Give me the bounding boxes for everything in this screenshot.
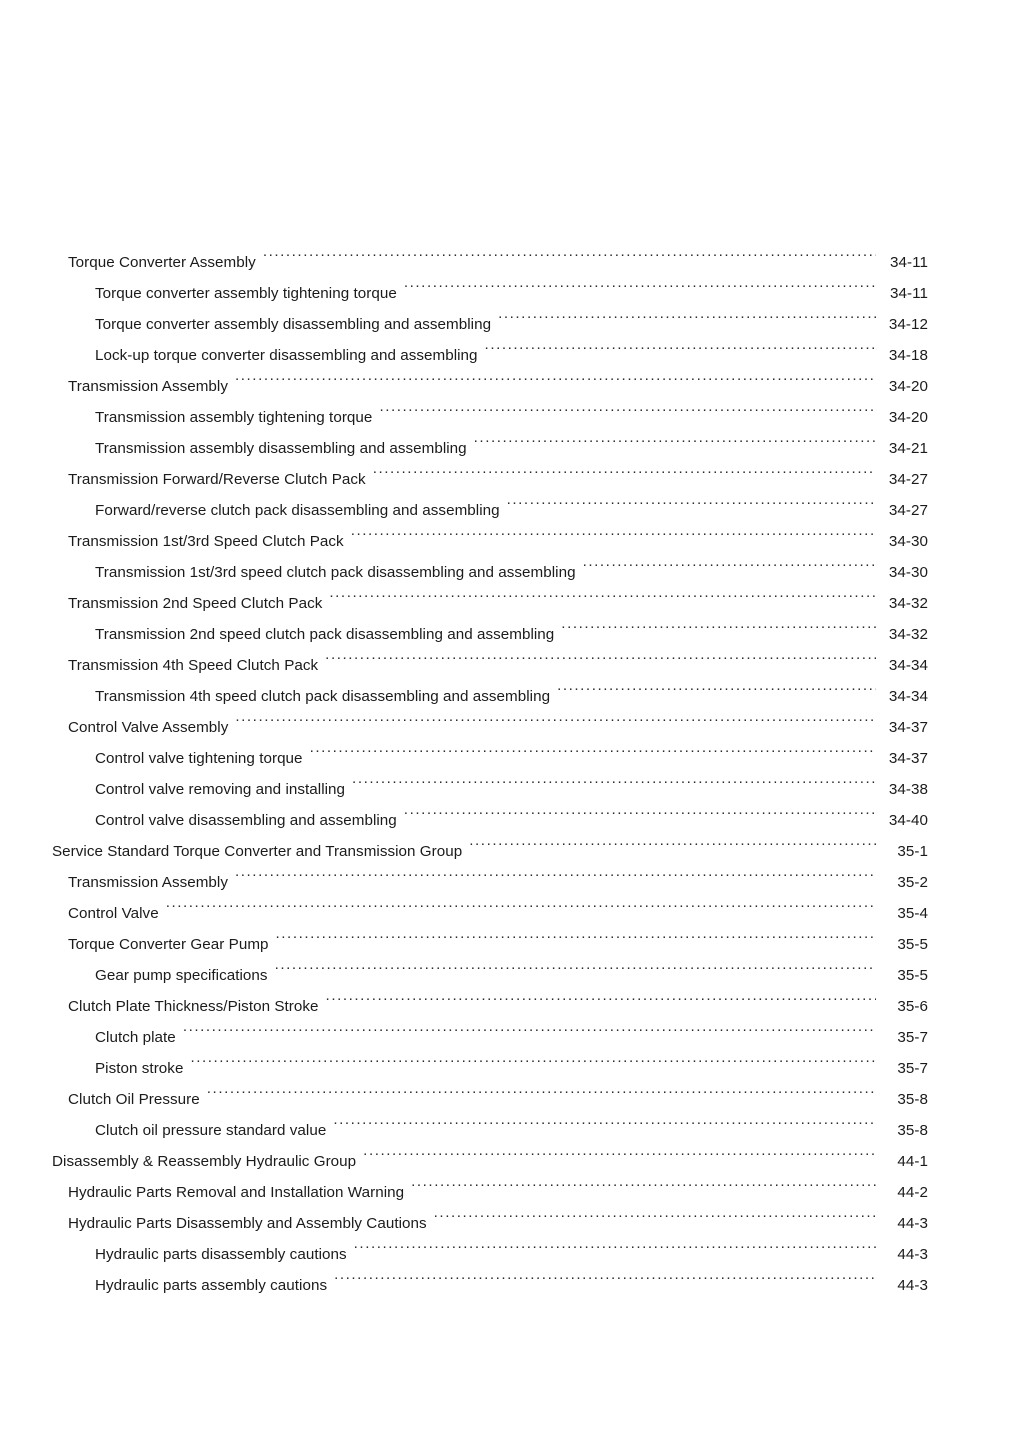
- toc-entry[interactable]: [0, 236, 1024, 271]
- toc-entry-title: Torque converter assembly disassembling and assembling: [95, 316, 492, 333]
- toc-entry-page-number: 35-8: [897, 1122, 928, 1139]
- toc-entry-page-number: 34-34: [888, 657, 928, 674]
- toc-dot-leader: [310, 732, 876, 763]
- toc-entry-page-number: 35-5: [897, 967, 928, 984]
- toc-entry-page-number: 34-12: [888, 316, 928, 333]
- toc-entry-title: Clutch Plate Thickness/Piston Stroke: [68, 998, 319, 1015]
- toc-entry-page-number: 34-38: [888, 781, 928, 798]
- toc-entry-page-number: 34-32: [888, 595, 928, 612]
- toc-entry-title: Transmission 4th speed clutch pack disassembling and assembling: [95, 688, 551, 705]
- toc-entry-page-number: 44-3: [897, 1277, 928, 1294]
- toc-dot-leader: [557, 670, 876, 701]
- toc-entry-title: Service Standard Torque Converter and Transmission Group: [52, 843, 463, 860]
- toc-entry-page-number: 34-32: [888, 626, 928, 643]
- toc-dot-leader: [351, 515, 876, 546]
- toc-entry-title: Control Valve: [68, 905, 159, 922]
- toc-entry-title: Transmission Assembly: [68, 378, 228, 395]
- toc-entry-title: Transmission 1st/3rd Speed Clutch Pack: [68, 533, 344, 550]
- toc-entry-title: Hydraulic parts assembly cautions: [95, 1277, 328, 1294]
- toc-entry-page-number: 35-5: [897, 936, 928, 953]
- toc-entry-page-number: 34-34: [888, 688, 928, 705]
- toc-entry-title: Torque Converter Assembly: [68, 254, 256, 271]
- toc-entry-page-number: 34-30: [888, 533, 928, 550]
- toc-dot-leader: [235, 856, 876, 887]
- toc-dot-leader: [329, 577, 876, 608]
- toc-dot-leader: [276, 918, 876, 949]
- toc-dot-leader: [404, 794, 876, 825]
- toc-dot-leader: [507, 484, 876, 515]
- toc-dot-leader: [561, 608, 876, 639]
- toc-entry-page-number: 35-6: [897, 998, 928, 1015]
- toc-dot-leader: [207, 1073, 876, 1104]
- toc-entry-page-number: 34-21: [888, 440, 928, 457]
- toc-entry-page-number: 35-7: [897, 1060, 928, 1077]
- toc-dot-leader: [434, 1197, 876, 1228]
- toc-entry-page-number: 34-18: [888, 347, 928, 364]
- toc-entry-page-number: 34-20: [888, 409, 928, 426]
- toc-dot-leader: [363, 1135, 876, 1166]
- toc-entry-title: Transmission 4th Speed Clutch Pack: [68, 657, 319, 674]
- toc-entry-page-number: 44-3: [897, 1246, 928, 1263]
- toc-dot-leader: [325, 639, 876, 670]
- toc-dot-leader: [166, 887, 876, 918]
- toc-entry-title: Clutch oil pressure standard value: [95, 1122, 327, 1139]
- toc-dot-leader: [326, 980, 876, 1011]
- toc-entry-page-number: 34-20: [888, 378, 928, 395]
- toc-entry-title: Transmission 2nd speed clutch pack disassembling and assembling: [95, 626, 555, 643]
- toc-entry-page-number: 34-27: [888, 471, 928, 488]
- toc-entry-title: Torque converter assembly tightening torque: [95, 285, 397, 302]
- toc-entry-page-number: 34-40: [888, 812, 928, 829]
- toc-dot-leader: [352, 763, 876, 794]
- toc-entry-title: Clutch plate: [95, 1029, 176, 1046]
- toc-entry-title: Hydraulic Parts Removal and Installation Warning: [68, 1184, 405, 1201]
- table-of-contents: [0, 236, 1024, 1294]
- toc-entry-page-number: 35-7: [897, 1029, 928, 1046]
- toc-dot-leader: [583, 546, 876, 577]
- toc-entry-page-number: 44-1: [897, 1153, 928, 1170]
- toc-entry-title: Transmission Assembly: [68, 874, 228, 891]
- toc-entry-title: Hydraulic parts disassembly cautions: [95, 1246, 347, 1263]
- toc-entry-title: Hydraulic Parts Disassembly and Assembly Cautions: [68, 1215, 427, 1232]
- toc-entry-page-number: 35-4: [897, 905, 928, 922]
- toc-entry-title: Transmission assembly tightening torque: [95, 409, 373, 426]
- toc-entry-page-number: 44-3: [897, 1215, 928, 1232]
- toc-dot-leader: [404, 267, 876, 298]
- toc-entry-page-number: 35-8: [897, 1091, 928, 1108]
- toc-entry-title: Transmission assembly disassembling and assembling: [95, 440, 467, 457]
- toc-dot-leader: [373, 453, 876, 484]
- toc-entry-page-number: 34-11: [890, 285, 928, 302]
- toc-entry-title: Transmission 2nd Speed Clutch Pack: [68, 595, 323, 612]
- toc-entry-title: Transmission Forward/Reverse Clutch Pack: [68, 471, 366, 488]
- toc-dot-leader: [275, 949, 876, 980]
- toc-dot-leader: [469, 825, 876, 856]
- toc-entry-title: Piston stroke: [95, 1060, 184, 1077]
- toc-entry-title: Control valve removing and installing: [95, 781, 346, 798]
- toc-entry-page-number: 35-1: [897, 843, 928, 860]
- toc-dot-leader: [354, 1228, 876, 1259]
- toc-dot-leader: [235, 360, 876, 391]
- toc-dot-leader: [183, 1011, 876, 1042]
- toc-entry-title: Control valve disassembling and assembling: [95, 812, 397, 829]
- toc-entry-title: Control Valve Assembly: [68, 719, 229, 736]
- toc-entry-page-number: 34-30: [888, 564, 928, 581]
- toc-dot-leader: [498, 298, 876, 329]
- toc-entry-page-number: 34-27: [888, 502, 928, 519]
- toc-dot-leader: [235, 701, 876, 732]
- toc-dot-leader: [190, 1042, 876, 1073]
- toc-dot-leader: [263, 236, 876, 267]
- toc-entry-title: Clutch Oil Pressure: [68, 1091, 200, 1108]
- toc-entry-title: Forward/reverse clutch pack disassembling and assembling: [95, 502, 500, 519]
- toc-entry-title: Control valve tightening torque: [95, 750, 303, 767]
- toc-entry-title: Lock-up torque converter disassembling and assembling: [95, 347, 478, 364]
- toc-dot-leader: [333, 1104, 876, 1135]
- toc-entry-page-number: 34-11: [890, 254, 928, 271]
- toc-entry-page-number: 44-2: [897, 1184, 928, 1201]
- toc-dot-leader: [379, 391, 876, 422]
- toc-entry-page-number: 34-37: [888, 750, 928, 767]
- toc-dot-leader: [411, 1166, 876, 1197]
- toc-dot-leader: [485, 329, 876, 360]
- toc-dot-leader: [474, 422, 876, 453]
- toc-entry-title: Disassembly & Reassembly Hydraulic Group: [52, 1153, 357, 1170]
- toc-entry-title: Gear pump specifications: [95, 967, 268, 984]
- toc-entry-page-number: 34-37: [888, 719, 928, 736]
- toc-entry-page-number: 35-2: [897, 874, 928, 891]
- toc-entry-title: Torque Converter Gear Pump: [68, 936, 269, 953]
- toc-dot-leader: [334, 1259, 876, 1290]
- toc-entry-title: Transmission 1st/3rd speed clutch pack disassembling and assembling: [95, 564, 576, 581]
